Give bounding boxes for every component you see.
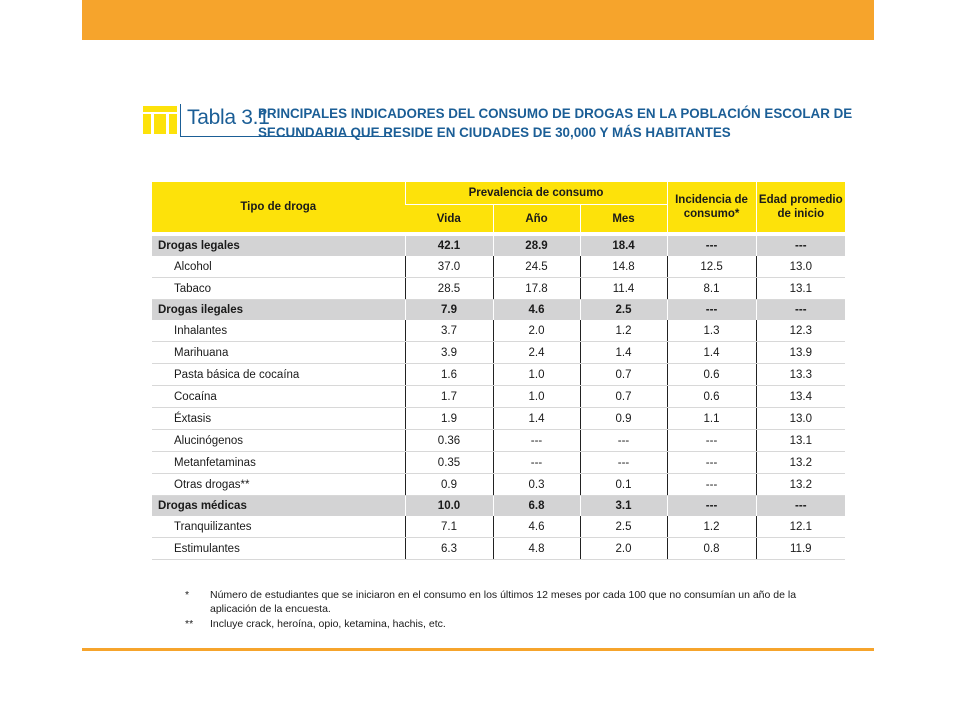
- cell-anio: 0.3: [493, 474, 580, 496]
- cell-anio: 17.8: [493, 278, 580, 300]
- cell-mes: 0.7: [580, 364, 667, 386]
- group-row: [152, 236, 845, 256]
- cell-vida: 28.5: [405, 278, 493, 300]
- group-name: Drogas legales: [152, 236, 405, 256]
- table-row: [152, 516, 845, 538]
- cell-anio: 2.0: [493, 320, 580, 342]
- cell-incidencia: 12.5: [667, 256, 756, 278]
- col-header-prevalencia: Prevalencia de consumo: [405, 182, 667, 205]
- bottom-orange-rule: [82, 648, 874, 651]
- cell-anio: 4.6: [493, 516, 580, 538]
- cell-edad: 13.0: [756, 408, 845, 430]
- cell-incidencia: 1.1: [667, 408, 756, 430]
- table-row: [152, 474, 845, 496]
- cell-mes: 2.0: [580, 538, 667, 560]
- drug-name: Otras drogas**: [152, 474, 405, 496]
- cell-mes: 0.9: [580, 408, 667, 430]
- drug-name: Tranquilizantes: [152, 516, 405, 538]
- cell-mes: 1.2: [580, 320, 667, 342]
- table-row: [152, 364, 845, 386]
- cell-edad: 13.3: [756, 364, 845, 386]
- cell-vida: 0.36: [405, 430, 493, 452]
- cell-anio: 4.8: [493, 538, 580, 560]
- drug-name: Cocaína: [152, 386, 405, 408]
- cell-edad: 13.9: [756, 342, 845, 364]
- drug-name: Metanfetaminas: [152, 452, 405, 474]
- cell-incidencia: ---: [667, 430, 756, 452]
- cell-vida: 42.1: [405, 236, 493, 256]
- cell-vida: 7.9: [405, 300, 493, 321]
- table-row: [152, 452, 845, 474]
- footnote: [185, 588, 845, 616]
- footnote: [185, 617, 845, 631]
- table-number-label: Tabla 3.1: [187, 106, 270, 129]
- cell-anio: ---: [493, 452, 580, 474]
- cell-edad: 13.0: [756, 256, 845, 278]
- cell-vida: 3.9: [405, 342, 493, 364]
- cell-edad: 11.9: [756, 538, 845, 560]
- col-header-mes: Mes: [580, 205, 667, 233]
- cell-anio: 2.4: [493, 342, 580, 364]
- cell-vida: 1.6: [405, 364, 493, 386]
- col-header-vida: Vida: [405, 205, 493, 233]
- footnote-mark: *: [185, 589, 190, 601]
- footnote-text: Número de estudiantes que se iniciaron en el consumo en los últimos 12 meses por cada 100 que no consumían un año de la aplicación de la encuesta.: [210, 589, 797, 615]
- cell-vida: 37.0: [405, 256, 493, 278]
- cell-vida: 1.9: [405, 408, 493, 430]
- cell-vida: 6.3: [405, 538, 493, 560]
- cell-anio: 1.0: [493, 364, 580, 386]
- table-header: [143, 100, 863, 150]
- cell-edad: 13.2: [756, 452, 845, 474]
- table-row: [152, 408, 845, 430]
- cell-incidencia: ---: [667, 496, 756, 517]
- drug-name: Marihuana: [152, 342, 405, 364]
- cell-anio: 4.6: [493, 300, 580, 321]
- cell-incidencia: ---: [667, 236, 756, 256]
- cell-mes: ---: [580, 430, 667, 452]
- cell-edad: 13.2: [756, 474, 845, 496]
- cell-incidencia: ---: [667, 452, 756, 474]
- col-header-edad: Edad promedio de inicio: [756, 182, 845, 232]
- table-row: [152, 538, 845, 560]
- cell-mes: 11.4: [580, 278, 667, 300]
- cell-incidencia: 8.1: [667, 278, 756, 300]
- cell-mes: 14.8: [580, 256, 667, 278]
- cell-incidencia: 0.6: [667, 364, 756, 386]
- cell-mes: 2.5: [580, 300, 667, 321]
- cell-edad: 13.1: [756, 278, 845, 300]
- table-row: [152, 256, 845, 278]
- cell-mes: 0.1: [580, 474, 667, 496]
- drug-indicators-table-wrap: [152, 182, 845, 560]
- cell-mes: 2.5: [580, 516, 667, 538]
- group-row: [152, 300, 845, 321]
- cell-mes: 0.7: [580, 386, 667, 408]
- cell-incidencia: 1.3: [667, 320, 756, 342]
- cell-incidencia: 0.6: [667, 386, 756, 408]
- table-body: [152, 232, 845, 560]
- cell-mes: 3.1: [580, 496, 667, 517]
- cell-mes: 18.4: [580, 236, 667, 256]
- table-logo-icon: [143, 106, 177, 134]
- table-footnotes: [185, 588, 845, 632]
- cell-anio: 1.0: [493, 386, 580, 408]
- cell-vida: 7.1: [405, 516, 493, 538]
- cell-edad: ---: [756, 300, 845, 321]
- cell-edad: ---: [756, 236, 845, 256]
- cell-anio: 28.9: [493, 236, 580, 256]
- drug-name: Alucinógenos: [152, 430, 405, 452]
- drug-name: Tabaco: [152, 278, 405, 300]
- table-row: [152, 278, 845, 300]
- cell-vida: 0.9: [405, 474, 493, 496]
- group-row: [152, 496, 845, 517]
- cell-anio: 6.8: [493, 496, 580, 517]
- cell-incidencia: 0.8: [667, 538, 756, 560]
- cell-edad: 12.3: [756, 320, 845, 342]
- cell-incidencia: ---: [667, 474, 756, 496]
- drug-name: Pasta básica de cocaína: [152, 364, 405, 386]
- cell-incidencia: 1.4: [667, 342, 756, 364]
- cell-incidencia: ---: [667, 300, 756, 321]
- cell-incidencia: 1.2: [667, 516, 756, 538]
- group-name: Drogas ilegales: [152, 300, 405, 321]
- footnote-text: Incluye crack, heroína, opio, ketamina, hachis, etc.: [210, 618, 446, 630]
- cell-edad: 13.1: [756, 430, 845, 452]
- top-orange-band: [82, 0, 874, 40]
- drug-name: Inhalantes: [152, 320, 405, 342]
- cell-anio: ---: [493, 430, 580, 452]
- footnote-mark: **: [185, 618, 194, 630]
- table-row: [152, 430, 845, 452]
- group-name: Drogas médicas: [152, 496, 405, 517]
- cell-anio: 1.4: [493, 408, 580, 430]
- cell-vida: 1.7: [405, 386, 493, 408]
- table-title: PRINCIPALES INDICADORES DEL CONSUMO DE DROGAS EN LA POBLACIÓN ESCOLAR DE SECUNDARIA QUE RESIDE EN CIUDADES DE 30,000 Y MÁS HABITANTES: [258, 106, 853, 140]
- col-header-incidencia: Incidencia de consumo*: [667, 182, 756, 232]
- cell-edad: 12.1: [756, 516, 845, 538]
- cell-vida: 3.7: [405, 320, 493, 342]
- cell-vida: 0.35: [405, 452, 493, 474]
- cell-mes: 1.4: [580, 342, 667, 364]
- cell-edad: ---: [756, 496, 845, 517]
- drug-indicators-table: [152, 182, 845, 560]
- cell-vida: 10.0: [405, 496, 493, 517]
- table-row: [152, 342, 845, 364]
- col-header-tipo: Tipo de droga: [152, 182, 405, 232]
- table-row: [152, 320, 845, 342]
- cell-mes: ---: [580, 452, 667, 474]
- drug-name: Éxtasis: [152, 408, 405, 430]
- table-row: [152, 386, 845, 408]
- cell-anio: 24.5: [493, 256, 580, 278]
- col-header-anio: Año: [493, 205, 580, 233]
- drug-name: Alcohol: [152, 256, 405, 278]
- cell-edad: 13.4: [756, 386, 845, 408]
- drug-name: Estimulantes: [152, 538, 405, 560]
